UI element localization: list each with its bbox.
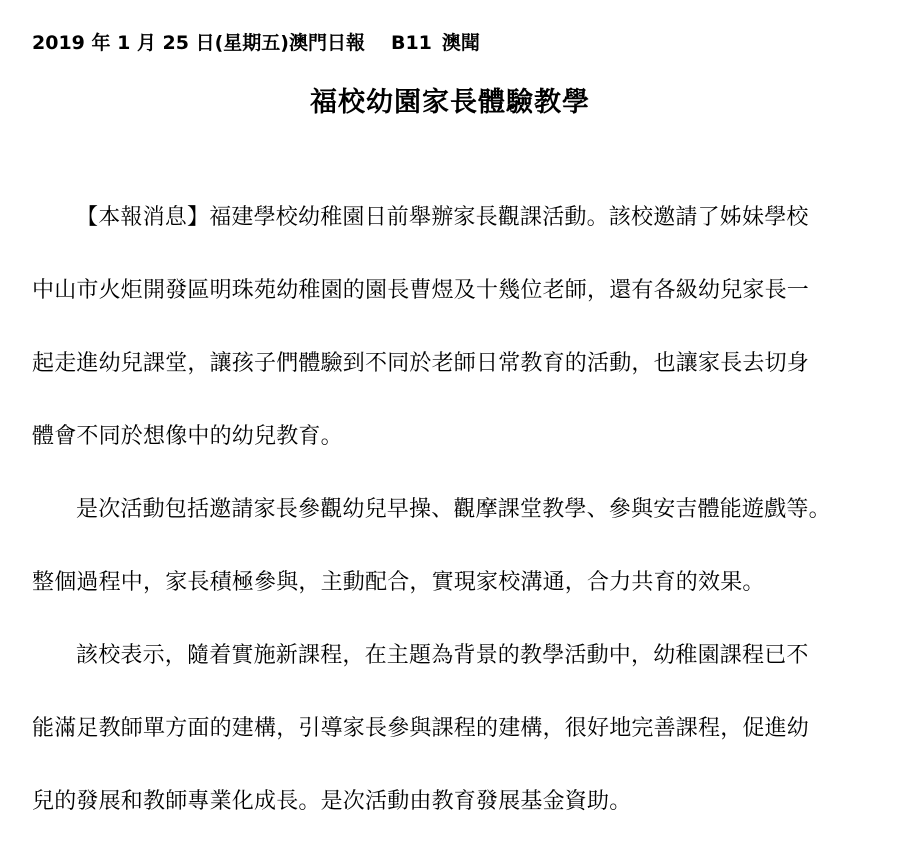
newspaper-header (32, 28, 480, 55)
paragraph-1-line-1: 【本報消息】福建學校幼稚園日前舉辦家長觀課活動。該校邀請了姊妹學校 (76, 205, 809, 230)
paragraph-3-line-1: 該校表示，隨着實施新課程，在主題為背景的教學活動中，幼稚園課程已不 (76, 643, 809, 668)
article-title: 福校幼園家長體驗教學 (310, 87, 590, 118)
paragraph-1-line-4: 體會不同於想像中的幼兒教育。 (32, 424, 343, 449)
paragraph-3-line-3: 兒的發展和教師專業化成長。是次活動由教育發展基金資助。 (32, 789, 632, 814)
page-number: B11 (390, 32, 432, 54)
section-name: 澳聞 (441, 32, 480, 54)
article-body (32, 196, 872, 853)
publication-date: 2019 年 1 月 25 日(星期五)澳門日報 (32, 32, 365, 54)
paragraph-2-line-2: 整個過程中，家長積極參與，主動配合，實現家校溝通，合力共育的效果。 (32, 570, 765, 595)
paragraph-2-line-1: 是次活動包括邀請家長參觀幼兒早操、觀摩課堂教學、參與安吉體能遊戲等。 (76, 497, 831, 522)
paragraph-3-line-2: 能滿足教師單方面的建構，引導家長參與課程的建構，很好地完善課程，促進幼 (32, 716, 810, 741)
paragraph-1-line-2: 中山市火炬開發區明珠苑幼稚園的園長曹煜及十幾位老師，還有各級幼兒家長一 (32, 278, 810, 303)
paragraph-1-line-3: 起走進幼兒課堂，讓孩子們體驗到不同於老師日常教育的活動，也讓家長去切身 (32, 351, 810, 376)
